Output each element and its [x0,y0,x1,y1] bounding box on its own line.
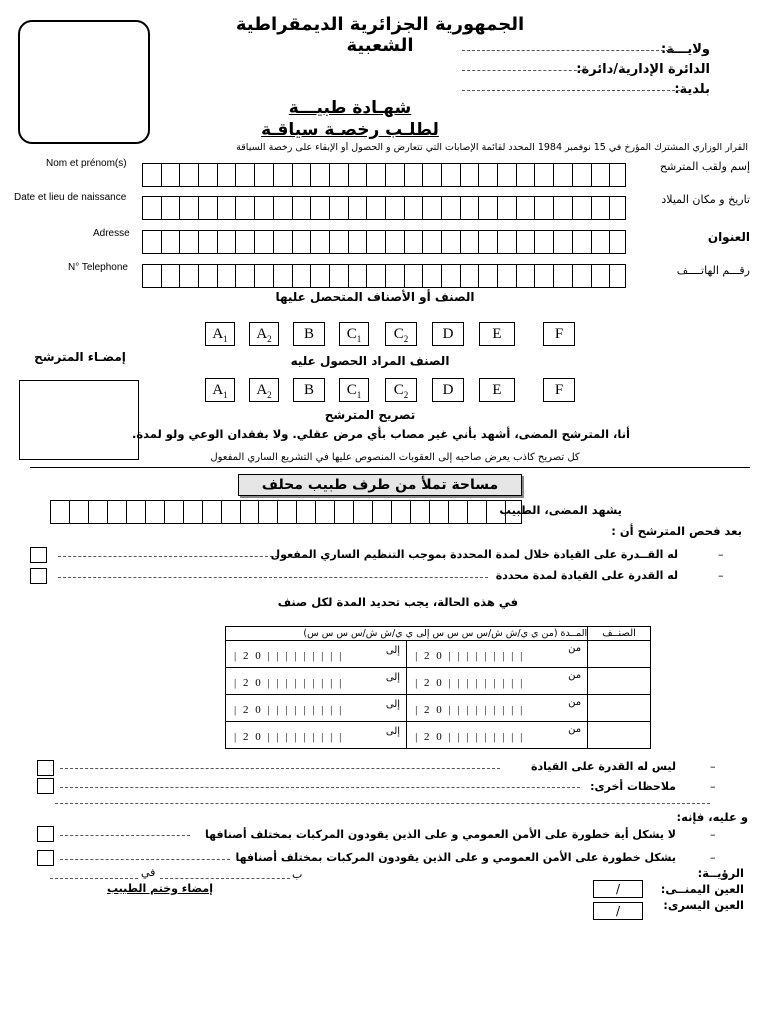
bullet-dash: – [710,760,716,773]
birth-boxes[interactable] [142,196,626,220]
requested-category-e[interactable] [479,378,515,402]
char-box[interactable] [310,164,326,186]
name-label-fr: Nom et prénom(s) [46,158,127,169]
char-box[interactable] [422,265,438,287]
char-box[interactable] [161,265,177,287]
category-letter: A [256,382,268,398]
category-letter: C [346,326,357,342]
char-box[interactable] [235,164,251,186]
therefore-text: و عليه، فإنه: [676,810,748,824]
duration-header-text: المــدة (من ي ي/ش ش/س س س س إلى ي ي/ش ش/س س س س) [303,628,588,639]
decree-text: القرار الوزاري المشترك المؤرخ في 15 نوفمبر 1984 المحدد لقائمة الإصابات التي تتعارض و الحصول أو الإبقاء على رخصة السياقة [236,142,748,153]
from-label: من [568,670,582,681]
name-boxes[interactable] [142,163,626,187]
char-box[interactable] [179,231,195,253]
char-box[interactable] [385,265,401,287]
not-fit-leader [60,768,500,769]
char-box[interactable] [217,164,233,186]
year-prefix: 2 0 [242,650,263,662]
from-label: من [568,697,582,708]
duration-to-cell[interactable] [226,695,407,722]
from-label: من [568,724,582,735]
date-field[interactable] [50,878,138,879]
left-eye-slash: / [615,904,621,918]
char-box[interactable] [460,197,476,219]
char-box[interactable] [404,197,420,219]
in-label: ب [292,868,303,881]
declaration-warning: كل تصريح كاذب يعرض صاحبه إلى العقوبات المنصوص عليها في التشريع الساري المفعول [210,452,580,463]
char-box[interactable] [235,265,251,287]
bullet-dash: – [710,780,716,793]
category-subscript: 1 [223,390,228,400]
not-fit-option: ليس له القدرة على القيادة [531,760,676,773]
to-label: إلى [385,699,401,710]
requested-categories-label: الصنف المراد الحصول عليه [290,354,450,368]
char-box[interactable] [609,164,625,186]
date-slots: | 2 0 | | | | | | | | | [415,704,525,716]
char-box[interactable] [404,164,420,186]
daira-label: الدائرة الإدارية/دائرة: [576,62,710,77]
category-letter: A [212,326,224,342]
char-box[interactable] [353,501,369,523]
right-eye-slash: / [615,882,621,896]
category-letter: D [442,326,454,342]
category-subscript: 1 [356,334,362,344]
year-prefix: 2 0 [242,677,263,689]
year-prefix: 2 0 [424,677,444,689]
category-header [588,627,651,641]
category-header-text: الصنــف [602,628,636,639]
char-box[interactable] [179,197,195,219]
char-box[interactable] [179,164,195,186]
char-box[interactable] [591,231,607,253]
char-box[interactable] [553,164,569,186]
requested-category-c1[interactable] [339,378,369,402]
no-danger-leader [60,835,190,836]
char-box[interactable] [366,164,382,186]
duration-header [226,627,588,641]
category-subscript: 2 [267,390,272,400]
fit-period-option: له القــدرة على القيادة خلال لمدة المحددة بموجب التنظيم الساري المفعول [270,548,678,561]
doctor-banner: مساحة تملأ من طرف طبيب محلف [238,474,522,496]
char-box[interactable] [126,501,142,523]
year-prefix: 2 0 [424,704,444,716]
held-category-f[interactable] [543,322,575,346]
char-box[interactable] [254,265,270,287]
char-box[interactable] [366,231,382,253]
duration-from-cell[interactable] [407,695,588,722]
char-box[interactable] [183,501,199,523]
category-subscript: 2 [403,334,409,344]
char-box[interactable] [553,265,569,287]
char-box[interactable] [145,501,161,523]
char-box[interactable] [441,265,457,287]
photo-box [18,20,150,144]
char-box[interactable] [217,197,233,219]
char-box[interactable] [273,231,289,253]
other-notes-leader [60,787,580,788]
name-label-ar: إسم ولقب المترشح [659,160,750,173]
char-box[interactable] [516,197,532,219]
year-prefix: 2 0 [242,731,263,743]
bullet-dash: – [710,851,716,864]
date-slots: | 2 0 | | | | | | | | | [415,731,525,743]
char-box[interactable] [107,501,123,523]
other-notes-checkbox[interactable] [37,778,54,794]
char-box[interactable] [534,231,550,253]
char-box[interactable] [277,501,293,523]
held-category-a2[interactable] [249,322,279,346]
to-label: إلى [385,726,401,737]
duration-row [226,641,651,668]
baladiya-label: بلدية: [674,82,710,97]
category-subscript: 1 [223,334,228,344]
address-label-fr: Adresse [93,228,130,239]
char-box[interactable] [143,164,158,186]
vision-label: الرؤيــة: [697,866,744,880]
candidate-signature-box[interactable] [19,380,139,460]
doc-subtitle: لطلـب رخصـة سياقـة [261,120,439,140]
char-box[interactable] [235,197,251,219]
char-box[interactable] [329,231,345,253]
held-category-c1[interactable] [339,322,369,346]
char-box[interactable] [292,265,308,287]
held-categories-label: الصنف أو الأصناف المتحصل عليها [275,290,475,304]
date-slots: | 2 0 | | | | | | | | | [234,731,344,743]
bullet-dash: – [710,828,716,841]
char-box[interactable] [422,164,438,186]
char-box[interactable] [372,501,388,523]
category-letter: E [492,326,502,342]
after-exam-text: بعد فحص المترشح أن : [611,524,742,538]
daira-field[interactable] [462,70,587,71]
category-subscript: 1 [356,390,362,400]
char-box[interactable] [348,265,364,287]
duration-row [226,722,651,749]
char-box[interactable] [572,265,588,287]
char-box[interactable] [429,501,445,523]
char-box[interactable] [404,231,420,253]
char-box[interactable] [198,265,214,287]
char-box[interactable] [385,197,401,219]
baladiya-field[interactable] [462,90,680,91]
category-letter: E [492,382,502,398]
char-box[interactable] [198,231,214,253]
category-subscript: 2 [403,390,409,400]
char-box[interactable] [460,164,476,186]
char-box[interactable] [329,164,345,186]
date-slots: | 2 0 | | | | | | | | | [234,704,344,716]
category-letter: A [256,326,268,342]
held-category-b[interactable] [293,322,325,346]
char-box[interactable] [391,501,407,523]
candidate-signature-label: إمضـاء المترشح [34,350,126,364]
requested-category-c2[interactable] [385,378,417,402]
duration-row [226,695,651,722]
wilaya-label: ولايـــة: [660,42,710,57]
char-box[interactable] [366,197,382,219]
char-box[interactable] [51,501,66,523]
year-prefix: 2 0 [424,731,444,743]
char-box[interactable] [572,197,588,219]
address-label-ar: العنوان [707,230,750,244]
char-box[interactable] [609,197,625,219]
birth-label-ar: تاريخ و مكان الميلاد [661,193,750,206]
category-letter: C [393,382,404,398]
char-box[interactable] [254,164,270,186]
to-label: إلى [385,645,401,656]
bullet-dash: – [718,548,724,561]
char-box[interactable] [460,231,476,253]
char-box[interactable] [329,197,345,219]
char-box[interactable] [441,164,457,186]
char-box[interactable] [235,231,251,253]
left-eye-box[interactable] [593,902,643,920]
char-box[interactable] [348,231,364,253]
char-box[interactable] [478,197,494,219]
category-letter: C [393,326,404,342]
char-box[interactable] [348,197,364,219]
char-box[interactable] [534,197,550,219]
phone-label-ar: رقـــم الهاتــــف [676,264,750,277]
char-box[interactable] [310,265,326,287]
char-box[interactable] [553,231,569,253]
left-eye-label: العين اليسرى: [663,898,744,912]
duration-row [226,668,651,695]
duration-to-cell[interactable] [226,641,407,668]
category-letter: B [303,382,314,398]
char-box[interactable] [497,265,513,287]
char-box[interactable] [292,164,308,186]
char-box[interactable] [422,231,438,253]
category-letter: B [303,326,314,342]
char-box[interactable] [179,265,195,287]
char-box[interactable] [161,164,177,186]
doctor-certifies: يشهد المضى، الطبيب [499,503,622,517]
bullet-dash: – [718,569,724,582]
char-box[interactable] [273,197,289,219]
held-category-a1[interactable] [205,322,235,346]
char-box[interactable] [441,197,457,219]
declaration-title: تصريح المترشح [324,408,416,422]
no-danger-checkbox[interactable] [37,826,54,842]
danger-checkbox[interactable] [37,850,54,866]
char-box[interactable] [258,501,274,523]
fit-limited-checkbox[interactable] [30,568,47,584]
requested-category-d[interactable] [432,378,464,402]
char-box[interactable] [478,164,494,186]
date-slots: | 2 0 | | | | | | | | | [234,650,344,662]
char-box[interactable] [609,231,625,253]
category-subscript: 2 [267,334,272,344]
char-box[interactable] [292,231,308,253]
category-letter: F [554,382,564,398]
declaration-text: أنا، المترشح المضى، أشهد بأني غير مصاب بأي مرض عقلي. ولا بفقدان الوعي ولو لمدة. [131,427,630,441]
duration-from-cell[interactable] [407,668,588,695]
char-box[interactable] [217,231,233,253]
duration-to-cell[interactable] [226,722,407,749]
doc-title: شهـادة طبيـــة [288,98,412,118]
char-box[interactable] [273,164,289,186]
doctor-signature-label: إمضاء وختم الطبيب [107,882,213,895]
char-box[interactable] [329,265,345,287]
char-box[interactable] [310,231,326,253]
char-box[interactable] [198,164,214,186]
char-box[interactable] [478,265,494,287]
duration-category-cell[interactable] [588,668,651,695]
duration-category-cell[interactable] [588,695,651,722]
char-box[interactable] [516,164,532,186]
duration-table [225,626,651,749]
char-box[interactable] [198,197,214,219]
char-box[interactable] [516,265,532,287]
char-box[interactable] [591,265,607,287]
char-box[interactable] [534,265,550,287]
fit-period-checkbox[interactable] [30,547,47,563]
char-box[interactable] [448,501,464,523]
char-box[interactable] [478,231,494,253]
char-box[interactable] [164,501,180,523]
duration-to-cell[interactable] [226,668,407,695]
date-slots: | 2 0 | | | | | | | | | [415,677,525,689]
char-box[interactable] [410,501,426,523]
in-this-case-text: في هذه الحالة، يجب تحديد المدة لكل صنف [277,595,518,609]
category-letter: F [554,326,564,342]
char-box[interactable] [217,265,233,287]
birth-label-fr: Date et lieu de naissance [14,192,127,203]
date-slots: | 2 0 | | | | | | | | | [234,677,344,689]
char-box[interactable] [497,197,513,219]
char-box[interactable] [609,265,625,287]
doctor-name-boxes[interactable] [50,500,522,524]
other-notes-label: ملاحظات أخرى: [590,780,676,793]
char-box[interactable] [334,501,350,523]
held-category-c2[interactable] [385,322,417,346]
category-letter: D [442,382,454,398]
no-danger-option: لا يشكل أية خطورة على الأمن العمومي و على الذين يقودون المركبات بمختلف أصنافها [205,828,676,841]
address-boxes[interactable] [142,230,626,254]
republic-title: الجمهورية الجزائرية الديمقراطية الشعبية [235,14,525,56]
char-box[interactable] [385,231,401,253]
duration-category-cell[interactable] [588,722,651,749]
to-label: إلى [385,672,401,683]
fit-limited-leader [58,577,488,578]
other-notes-line2[interactable] [55,803,710,804]
on-label: في [141,866,156,879]
fit-period-leader [58,556,278,557]
duration-category-cell[interactable] [588,641,651,668]
year-prefix: 2 0 [242,704,263,716]
right-eye-label: العين اليمنــى: [660,882,744,896]
char-box[interactable] [315,501,331,523]
phone-label-fr: N° Telephone [68,262,128,273]
char-box[interactable] [422,197,438,219]
category-letter: C [346,382,357,398]
char-box[interactable] [572,164,588,186]
requested-category-a2[interactable] [249,378,279,402]
danger-leader [60,859,230,860]
duration-from-cell[interactable] [407,641,588,668]
char-box[interactable] [254,231,270,253]
char-box[interactable] [161,231,177,253]
char-box[interactable] [366,265,382,287]
char-box[interactable] [143,265,158,287]
place-field[interactable] [160,878,290,879]
char-box[interactable] [202,501,218,523]
char-box[interactable] [553,197,569,219]
char-box[interactable] [69,501,85,523]
fit-limited-option: له القدرة على القيادة لمدة محددة [495,569,678,582]
held-category-e[interactable] [479,322,515,346]
date-slots: | 2 0 | | | | | | | | | [415,650,525,662]
char-box[interactable] [348,164,364,186]
right-eye-box[interactable] [593,880,643,898]
char-box[interactable] [385,164,401,186]
requested-category-a1[interactable] [205,378,235,402]
char-box[interactable] [88,501,104,523]
char-box[interactable] [534,164,550,186]
char-box[interactable] [460,265,476,287]
wilaya-field[interactable] [462,50,674,51]
phone-boxes[interactable] [142,264,626,288]
char-box[interactable] [467,501,483,523]
char-box[interactable] [221,501,237,523]
section-divider [30,467,750,468]
from-label: من [568,643,582,654]
char-box[interactable] [161,197,177,219]
not-fit-checkbox[interactable] [37,760,54,776]
char-box[interactable] [497,164,513,186]
danger-option: يشكل خطورة على الأمن العمومي و على الذين يقودون المركبات بمختلف أصنافها [235,851,676,864]
char-box[interactable] [143,197,158,219]
year-prefix: 2 0 [424,650,444,662]
char-box[interactable] [591,164,607,186]
char-box[interactable] [254,197,270,219]
requested-category-b[interactable] [293,378,325,402]
requested-category-f[interactable] [543,378,575,402]
char-box[interactable] [404,265,420,287]
char-box[interactable] [497,231,513,253]
duration-from-cell[interactable] [407,722,588,749]
held-category-d[interactable] [432,322,464,346]
char-box[interactable] [292,197,308,219]
char-box[interactable] [516,231,532,253]
char-box[interactable] [296,501,312,523]
char-box[interactable] [240,501,256,523]
char-box[interactable] [273,265,289,287]
char-box[interactable] [441,231,457,253]
char-box[interactable] [310,197,326,219]
char-box[interactable] [572,231,588,253]
char-box[interactable] [591,197,607,219]
category-letter: A [212,382,224,398]
char-box[interactable] [143,231,158,253]
